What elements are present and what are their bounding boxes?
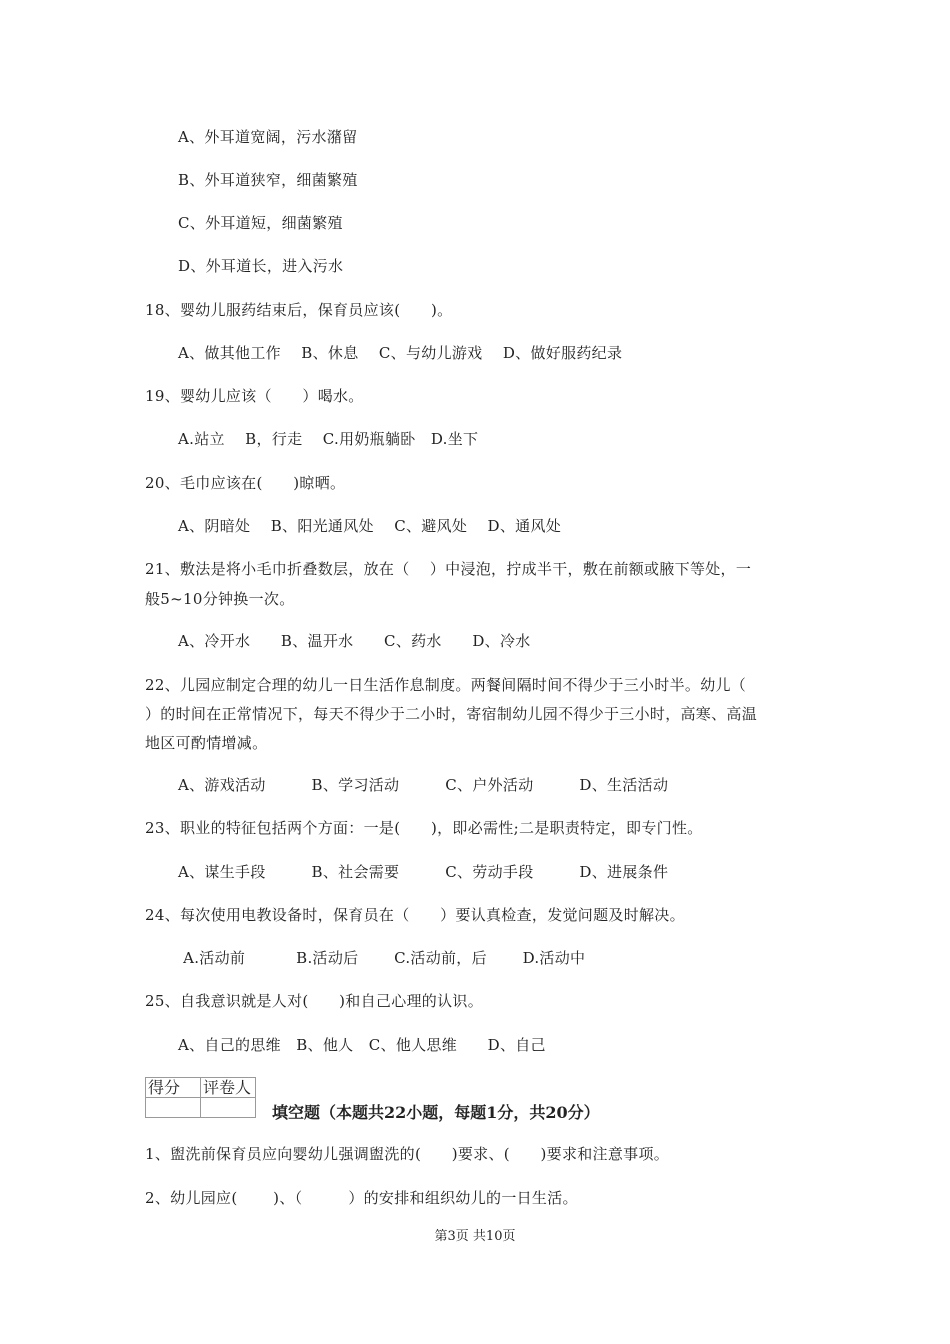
grader-cell[interactable] <box>201 1098 256 1118</box>
q20-stem: 20、毛巾应该在( )晾晒。 <box>145 474 346 492</box>
q18-stem: 18、婴幼儿服药结束后，保育员应该( )。 <box>145 301 453 319</box>
score-cell[interactable] <box>146 1098 201 1118</box>
fill-question-2: 2、幼儿园应( )、（ ）的安排和组织幼儿的一日生活。 <box>145 1189 578 1207</box>
fill-question-1: 1、盥洗前保育员应向婴幼儿强调盥洗的( )要求、( )要求和注意事项。 <box>145 1145 670 1163</box>
section-title-fill-in: 填空题（本题共22小题，每题1分，共20分） <box>272 1103 600 1122</box>
grader-header: 评卷人 <box>201 1078 256 1098</box>
q23-options: A、谋生手段 B、社会需要 C、劳动手段 D、进展条件 <box>178 863 669 881</box>
q22-stem-line1: 22、儿园应制定合理的幼儿一日生活作息制度。两餐间隔时间不得少于三小时半。幼儿（ <box>145 676 747 694</box>
page-footer: 第3页 共10页 <box>434 1229 516 1244</box>
q24-stem: 24、每次使用电教设备时，保育员在（ ）要认真检查，发觉问题及时解决。 <box>145 906 685 924</box>
q20-options: A、阴暗处 B、阳光通风处 C、避风处 D、通风处 <box>178 517 562 535</box>
q17-option-a: A、外耳道宽阔，污水潴留 <box>178 128 358 146</box>
q17-option-b: B、外耳道狭窄，细菌繁殖 <box>178 171 358 189</box>
q24-options: A.活动前 B.活动后 C.活动前，后 D.活动中 <box>178 949 586 967</box>
q19-stem: 19、婴幼儿应该（ ）喝水。 <box>145 387 364 405</box>
q18-options: A、做其他工作 B、休息 C、与幼儿游戏 D、做好服药纪录 <box>178 344 623 362</box>
q21-options: A、冷开水 B、温开水 C、药水 D、冷水 <box>178 632 531 650</box>
q21-stem-line1: 21、敷法是将小毛巾折叠数层，放在（ ）中浸泡，拧成半干，敷在前额或腋下等处，一 <box>145 560 752 578</box>
score-header: 得分 <box>146 1078 201 1098</box>
score-table <box>145 1077 256 1118</box>
q25-stem: 25、自我意识就是人对( )和自己心理的认识。 <box>145 992 483 1010</box>
q22-stem-line2: ）的时间在正常情况下，每天不得少于二小时，寄宿制幼儿园不得少于三小时，高寒、高温 <box>145 705 758 723</box>
q17-option-d: D、外耳道长，进入污水 <box>178 257 344 275</box>
q22-stem-line3: 地区可酌情增减。 <box>145 734 268 752</box>
q21-stem-line2: 般5~10分钟换一次。 <box>145 590 295 608</box>
q17-option-c: C、外耳道短，细菌繁殖 <box>178 214 343 232</box>
q23-stem: 23、职业的特征包括两个方面：一是( )，即必需性;二是职责特定，即专门性。 <box>145 819 703 837</box>
q22-options: A、游戏活动 B、学习活动 C、户外活动 D、生活活动 <box>178 776 669 794</box>
q25-options: A、自己的思维 B、他人 C、他人思维 D、自己 <box>178 1036 546 1054</box>
q19-options: A.站立 B，行走 C.用奶瓶躺卧 D.坐下 <box>178 430 479 448</box>
